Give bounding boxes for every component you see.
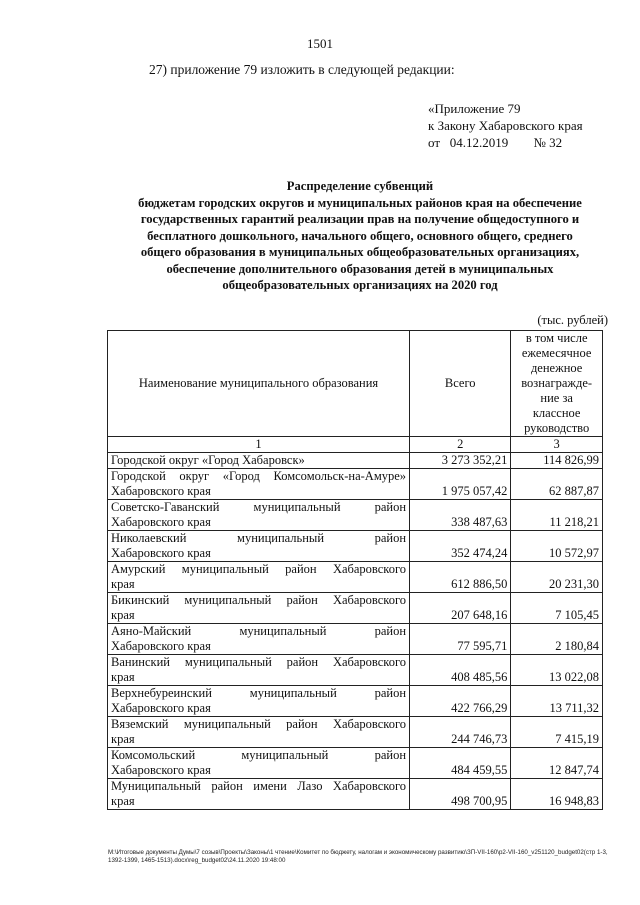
reward-amount: 2 180,84: [511, 624, 603, 655]
municipality-name-line: края: [111, 794, 135, 808]
reward-amount: 16 948,83: [511, 779, 603, 810]
municipality-name-line: края: [111, 608, 135, 622]
total-amount: 338 487,63: [410, 500, 511, 531]
header-reward-line: классное: [532, 406, 581, 420]
title-line: бесплатного дошкольного, начального общего, основного общего, среднего: [147, 228, 573, 243]
table-row: [108, 624, 603, 655]
reward-amount: 7 105,45: [511, 593, 603, 624]
municipality-name-line: Хабаровского края: [111, 515, 211, 529]
total-amount: 3 273 352,21: [410, 453, 511, 469]
municipality-name: [108, 593, 410, 624]
municipality-name: [108, 655, 410, 686]
reward-amount: 11 218,21: [511, 500, 603, 531]
total-amount: 408 485,56: [410, 655, 511, 686]
municipality-name-line: Хабаровского края: [111, 639, 211, 653]
municipality-name-line: Вяземский муниципальный район Хабаровского: [111, 717, 407, 731]
column-number-3: 3: [511, 437, 603, 453]
municipality-name-line: Муниципальный район имени Лазо Хабаровского: [111, 779, 407, 793]
title-line: государственных гарантий реализации прав на получение общедоступного и: [140, 212, 580, 226]
appendix-date: 04.12.2019: [449, 135, 509, 150]
header-total: Всего: [410, 331, 511, 437]
reward-amount: 20 231,30: [511, 562, 603, 593]
total-amount: 422 766,29: [410, 686, 511, 717]
header-name: Наименование муниципального образования: [108, 331, 410, 437]
total-amount: 77 595,71: [410, 624, 511, 655]
title-line: Распределение субвенций: [286, 179, 434, 193]
table-body: [108, 453, 603, 810]
municipality-name-line: Хабаровского края: [111, 484, 211, 498]
total-amount: 612 886,50: [410, 562, 511, 593]
amendment-line: 27) приложение 79 изложить в следующей редакции:: [149, 62, 455, 77]
municipality-name-line: края: [111, 670, 135, 684]
municipality-name-line: Комсомольский муниципальный район: [111, 748, 407, 762]
total-amount: 207 648,16: [410, 593, 511, 624]
column-number-1: 1: [108, 437, 410, 453]
municipality-name-line: Городской округ «Город Хабаровск»: [111, 453, 305, 467]
page-number: 1501: [307, 36, 333, 51]
table-row: [108, 500, 603, 531]
municipality-name-line: Советско-Гаванский муниципальный район: [111, 500, 407, 514]
municipality-name: [108, 748, 410, 779]
total-amount: 352 474,24: [410, 531, 511, 562]
table-row: [108, 562, 603, 593]
header-reward-line: ние за: [540, 391, 573, 405]
total-amount: 244 746,73: [410, 717, 511, 748]
municipality-name: [108, 624, 410, 655]
header-reward-line: денежное: [530, 361, 583, 375]
header-reward-line: ежемесячное: [521, 346, 592, 360]
reward-amount: 13 711,32: [511, 686, 603, 717]
table-row: [108, 717, 603, 748]
municipality-name-line: Ванинский муниципальный район Хабаровского: [111, 655, 407, 669]
municipality-name-line: Аяно-Майский муниципальный район: [111, 624, 407, 638]
appendix-line-1: «Приложение 79: [428, 101, 521, 116]
municipality-name-line: Верхнебуреинский муниципальный район: [111, 686, 407, 700]
subvention-table: [107, 330, 603, 810]
municipality-name-line: Городской округ «Город Комсомольск-на-Амуре»: [111, 469, 407, 483]
total-amount: 498 700,95: [410, 779, 511, 810]
table-row: [108, 655, 603, 686]
appendix-line-3: [428, 134, 583, 151]
total-amount: 1 975 057,42: [410, 469, 511, 500]
municipality-name: [108, 717, 410, 748]
municipality-name: [108, 779, 410, 810]
reward-amount: 114 826,99: [511, 453, 603, 469]
municipality-name: [108, 500, 410, 531]
units-label: (тыс. рублей): [537, 313, 608, 327]
file-path-footer: M:\Итоговые документы Думы\7 созыв\Проекты\Законы\1 чтение\Комитет по бюджету, налогам и экономическому развитию\ЗП-VII-160\р2-VII-160_v251120_budget02(стр 1-3, 1392-1399, 1465-1513).docx\reg_budget02\24.11.2020 19:48:00: [108, 849, 608, 864]
municipality-name: [108, 531, 410, 562]
appendix-reference: [428, 100, 583, 151]
municipality-name-line: Хабаровского края: [111, 701, 211, 715]
title-line: бюджетам городских округов и муниципальных районов края на обеспечение: [138, 195, 582, 210]
municipality-name: [108, 686, 410, 717]
reward-amount: 13 022,08: [511, 655, 603, 686]
municipality-name-line: Амурский муниципальный район Хабаровского: [111, 562, 407, 576]
table-row: [108, 453, 603, 469]
table-row: [108, 779, 603, 810]
municipality-name-line: края: [111, 577, 135, 591]
municipality-name-line: Хабаровского края: [111, 763, 211, 777]
table-row: [108, 686, 603, 717]
header-reward-line: руководство: [524, 421, 590, 435]
reward-amount: 62 887,87: [511, 469, 603, 500]
appendix-from: от: [428, 135, 441, 150]
municipality-name-line: Николаевский муниципальный район: [111, 531, 407, 545]
municipality-name-line: края: [111, 732, 135, 746]
table-row: [108, 469, 603, 500]
municipality-name: [108, 453, 410, 469]
reward-amount: 12 847,74: [511, 748, 603, 779]
reward-amount: 10 572,97: [511, 531, 603, 562]
header-reward: [511, 331, 603, 437]
municipality-name: [108, 562, 410, 593]
column-number-2: 2: [410, 437, 511, 453]
document-title: [100, 178, 620, 294]
table-row: [108, 593, 603, 624]
total-amount: 484 459,55: [410, 748, 511, 779]
municipality-name: [108, 469, 410, 500]
header-reward-line: в том числе: [525, 331, 588, 345]
title-line: общего образования в муниципальных общеобразовательных организациях,: [140, 245, 580, 259]
municipality-name-line: Хабаровского края: [111, 546, 211, 560]
table-row: [108, 531, 603, 562]
title-line: обеспечение дополнительного образования детей в муниципальных: [166, 261, 554, 276]
reward-amount: 7 415,19: [511, 717, 603, 748]
appendix-number: № 32: [533, 135, 563, 150]
table-row: [108, 748, 603, 779]
column-numbers-row: [108, 437, 603, 453]
title-line: общеобразовательных организациях на 2020 год: [222, 278, 498, 292]
table-header-row: [108, 331, 603, 437]
header-reward-line: вознагражде-: [521, 376, 593, 390]
appendix-line-2: к Закону Хабаровского края: [428, 118, 583, 133]
municipality-name-line: Бикинский муниципальный район Хабаровского: [111, 593, 407, 607]
